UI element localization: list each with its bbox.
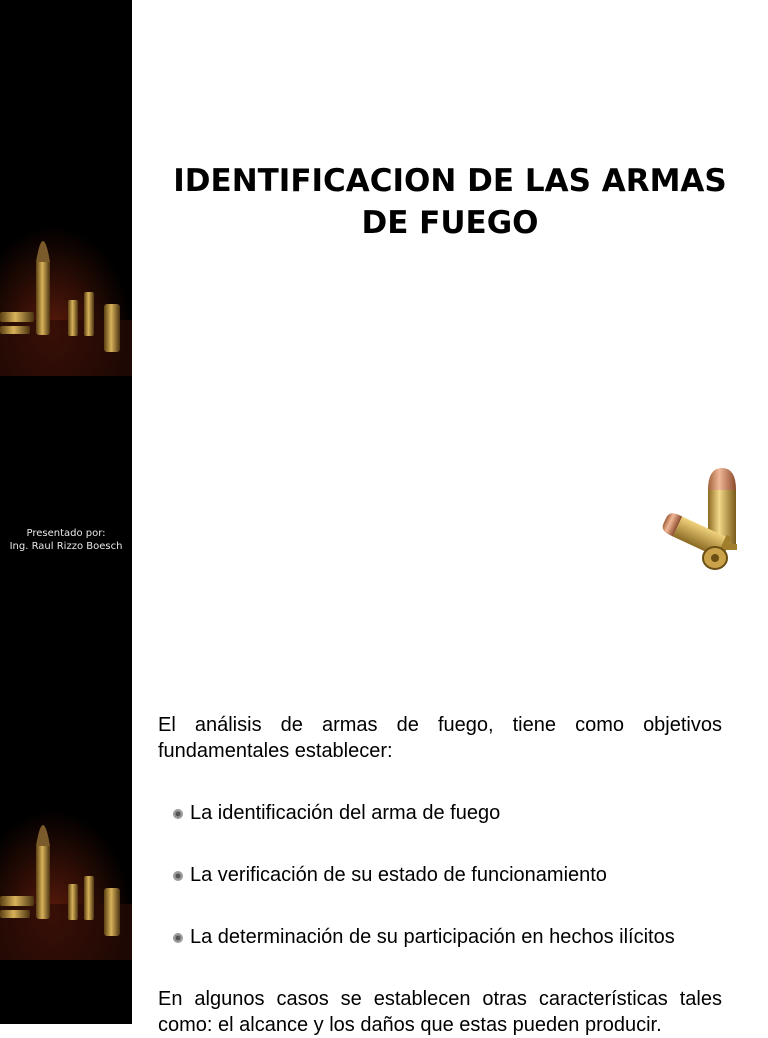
list-item: [172, 924, 675, 950]
list-item-text: La identificación del arma de fuego: [190, 802, 501, 824]
title-line-1: IDENTIFICACION DE LAS ARMAS: [173, 163, 727, 199]
presenter-name: Ing. Raul Rizzo Boesch: [9, 541, 123, 552]
presenter-credits: [0, 527, 132, 553]
intro-paragraph: El análisis de armas de fuego, tiene como objetivos fundamentales establecer:: [158, 714, 722, 762]
bullet-icon: [172, 870, 184, 882]
presenter-label: Presentado por:: [26, 528, 106, 539]
sidebar-panel: [0, 776, 132, 1024]
bullet-icon: [172, 932, 184, 944]
bullets-photo: [0, 784, 132, 960]
content-slide: [0, 714, 768, 1036]
bullet-icon: [172, 808, 184, 820]
cartridge-icon: [655, 462, 750, 577]
closing-paragraph: En algunos casos se establecen otras características tales como: el alcance y los daños que estas pueden producir.: [158, 988, 722, 1036]
sidebar-panel: [0, 0, 132, 776]
slide-title: [150, 160, 750, 244]
title-line-2: DE FUEGO: [361, 205, 539, 241]
list-item-text: La determinación de su participación en hechos ilícitos: [190, 926, 675, 948]
list-item: [172, 862, 607, 888]
list-item-text: La verificación de su estado de funcionamiento: [190, 864, 607, 886]
bullets-photo: [0, 200, 132, 376]
list-item: [172, 800, 500, 826]
